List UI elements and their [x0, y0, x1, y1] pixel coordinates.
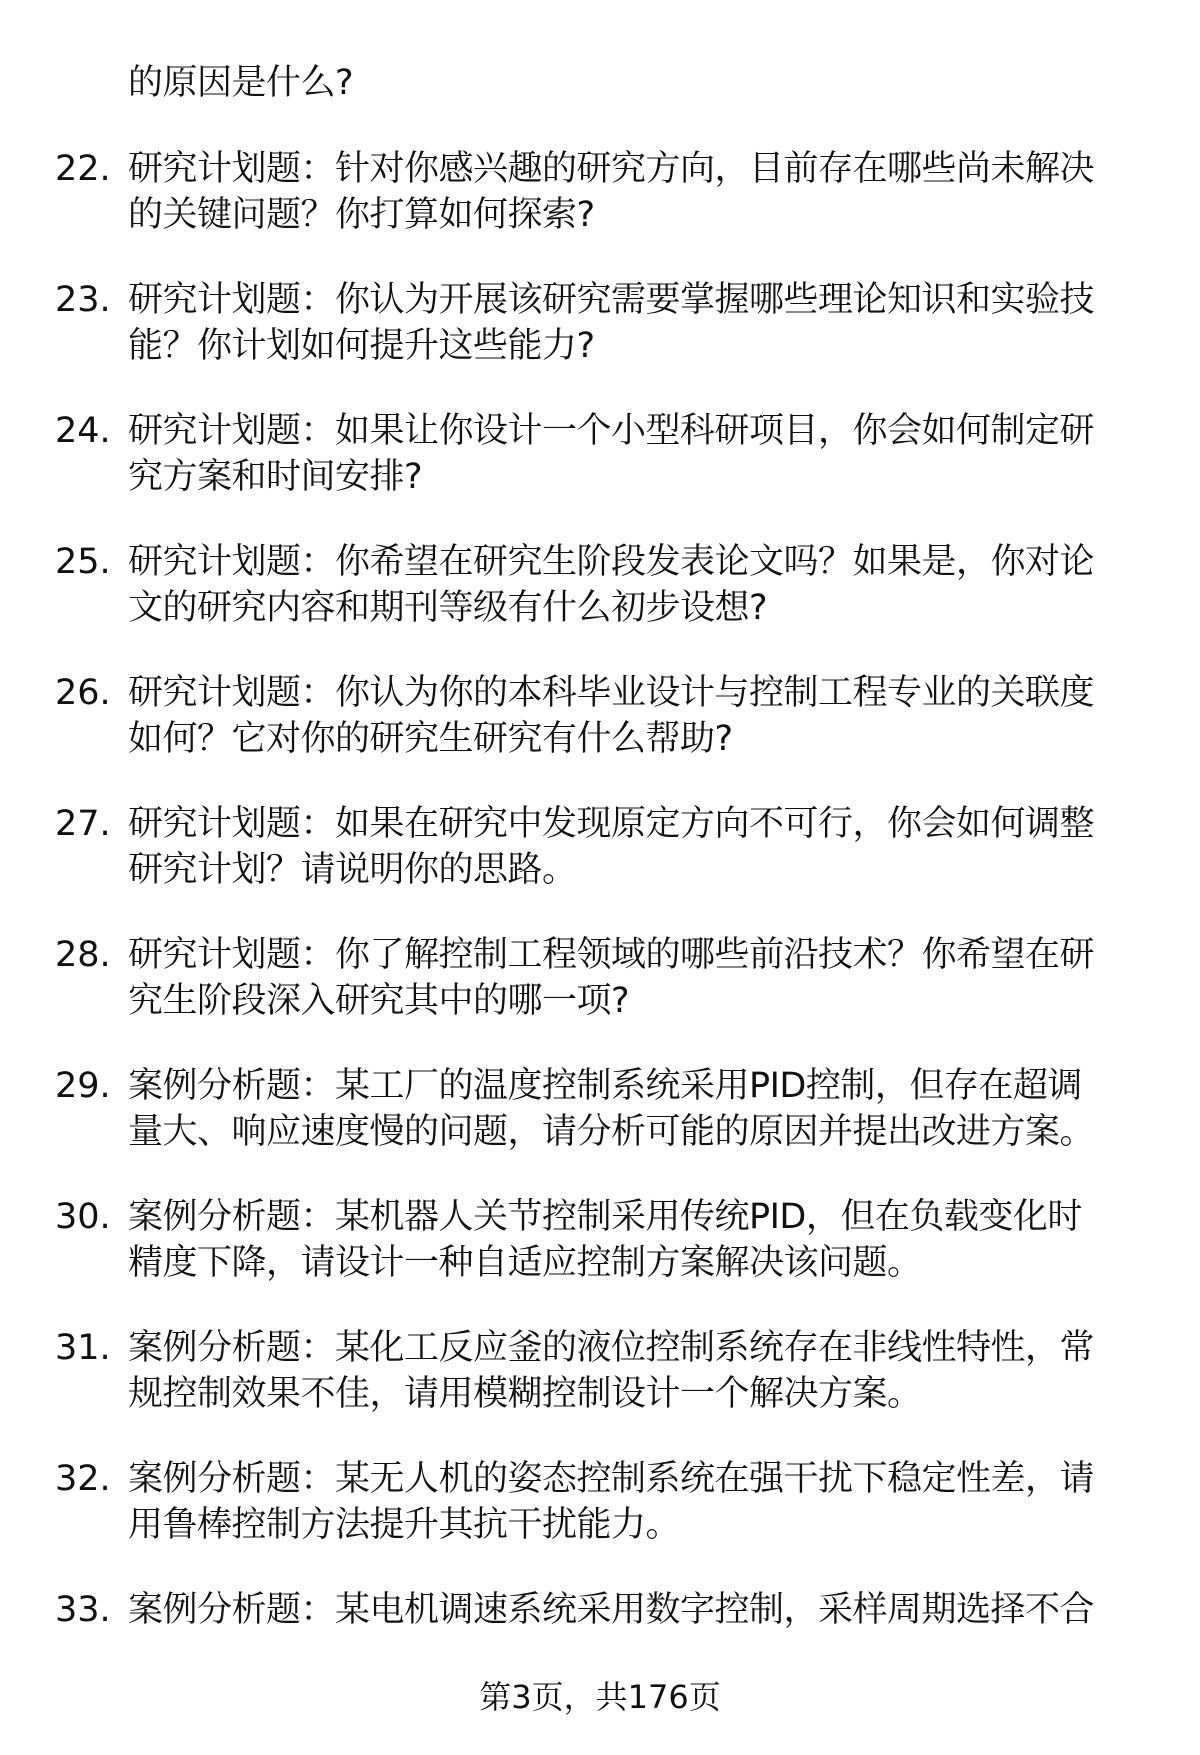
text-line: 用鲁棒控制方法提升其抗干扰能力。: [128, 1505, 681, 1545]
question-text: [128, 146, 1094, 238]
text-line: 如何？它对你的研究生研究有什么帮助?: [128, 719, 733, 759]
question-text: [128, 60, 353, 106]
question-number: 29.: [55, 1066, 111, 1106]
text-line: 究方案和时间安排?: [128, 457, 423, 497]
text-line: 案例分析题：某机器人关节控制采用传统PID，但在负载变化时: [128, 1197, 1082, 1237]
text-line: 研究计划？请说明你的思路。: [128, 850, 577, 890]
text-line: 的原因是什么?: [128, 63, 354, 103]
question-text: [128, 1325, 1094, 1417]
text-line: 的关键问题？你打算如何探索?: [128, 195, 595, 235]
text-line: 案例分析题：某电机调速系统采用数字控制，采样周期选择不合: [128, 1590, 1095, 1630]
question-number: 28.: [55, 935, 111, 975]
question-text: [128, 670, 1094, 762]
text-line: 规控制效果不佳，请用模糊控制设计一个解决方案。: [128, 1374, 922, 1414]
text-line: 研究计划题：你了解控制工程领域的哪些前沿技术？你希望在研: [128, 935, 1095, 975]
question-number: 24.: [55, 411, 111, 451]
text-line: 研究计划题：针对你感兴趣的研究方向，目前存在哪些尚未解决: [128, 149, 1095, 189]
text-line: 究生阶段深入研究其中的哪一项?: [128, 981, 630, 1021]
question-text: [128, 801, 1094, 893]
question-text: [128, 1063, 1094, 1155]
text-line: 研究计划题：你认为你的本科毕业设计与控制工程专业的关联度: [128, 673, 1095, 713]
page-footer: 第3页，共176页: [479, 1678, 721, 1716]
text-line: 文的研究内容和期刊等级有什么初步设想?: [128, 588, 768, 628]
question-number: 23.: [55, 280, 111, 320]
question-number: 33.: [55, 1590, 111, 1630]
question-number: 25.: [55, 542, 111, 582]
question-text: [128, 1194, 1082, 1286]
text-line: 研究计划题：如果在研究中发现原定方向不可行，你会如何调整: [128, 804, 1095, 844]
question-text: [128, 277, 1094, 369]
text-line: 研究计划题：你认为开展该研究需要掌握哪些理论知识和实验技: [128, 280, 1095, 320]
text-line: 案例分析题：某工厂的温度控制系统采用PID控制，但存在超调: [128, 1066, 1082, 1106]
text-line: 研究计划题：如果让你设计一个小型科研项目，你会如何制定研: [128, 411, 1095, 451]
question-text: [128, 1587, 1094, 1633]
text-line: 案例分析题：某化工反应釜的液位控制系统存在非线性特性，常: [128, 1328, 1095, 1368]
question-number: 26.: [55, 673, 111, 713]
question-text: [128, 539, 1094, 631]
question-number: 31.: [55, 1328, 111, 1368]
text-line: 案例分析题：某无人机的姿态控制系统在强干扰下稳定性差，请: [128, 1459, 1095, 1499]
text-line: 精度下降，请设计一种自适应控制方案解决该问题。: [128, 1243, 922, 1283]
question-number: 27.: [55, 804, 111, 844]
text-line: 能？你计划如何提升这些能力?: [128, 326, 595, 366]
question-text: [128, 1456, 1094, 1548]
question-text: [128, 408, 1094, 500]
text-line: 研究计划题：你希望在研究生阶段发表论文吗？如果是，你对论: [128, 542, 1095, 582]
question-number: 30.: [55, 1197, 111, 1237]
question-text: [128, 932, 1094, 1024]
text-line: 量大、响应速度慢的问题，请分析可能的原因并提出改进方案。: [128, 1112, 1095, 1152]
question-number: 32.: [55, 1459, 111, 1499]
question-number: 22.: [55, 149, 111, 189]
